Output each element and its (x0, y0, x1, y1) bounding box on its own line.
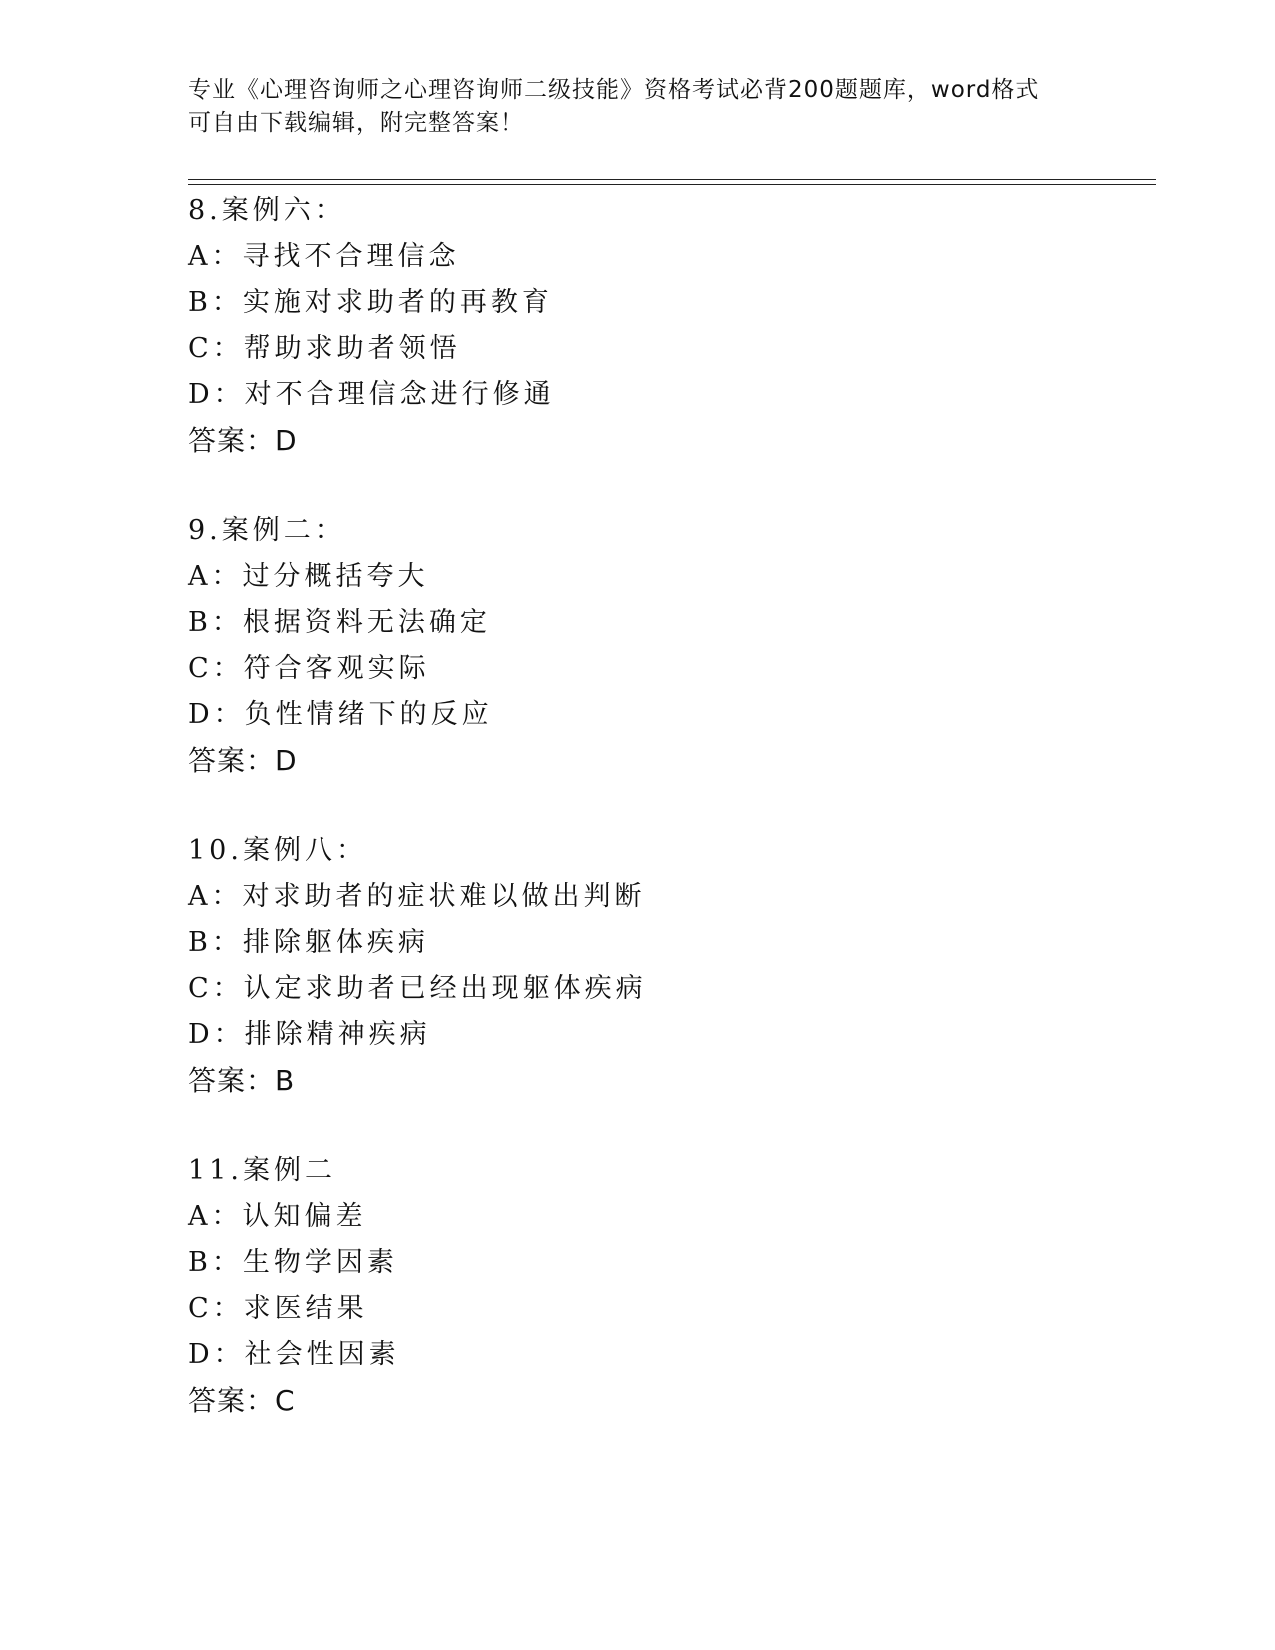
question-stem: 9.案例二： (188, 515, 346, 546)
option-d: D：排除精神疾病 (188, 1019, 431, 1050)
option-a: A：过分概括夸大 (188, 561, 429, 592)
option-d: D：社会性因素 (188, 1339, 400, 1370)
question-9 (188, 508, 1148, 784)
answer: 答案：D (188, 744, 298, 777)
option-a: A：寻找不合理信念 (188, 241, 460, 272)
document-header (188, 74, 1068, 140)
header-line-2: 可自由下载编辑，附完整答案！ (188, 110, 524, 136)
question-8 (188, 188, 1148, 464)
question-stem: 10.案例八： (188, 835, 367, 866)
question-10 (188, 828, 1148, 1104)
header-line-1: 专业《心理咨询师之心理咨询师二级技能》资格考试必背200题题库，word格式 (188, 77, 1040, 103)
option-a: A：认知偏差 (188, 1201, 367, 1232)
question-list (188, 188, 1148, 1468)
option-b: B：排除躯体疾病 (188, 927, 429, 958)
question-11 (188, 1148, 1148, 1424)
option-b: B：根据资料无法确定 (188, 607, 491, 638)
option-c: C：认定求助者已经出现躯体疾病 (188, 973, 647, 1004)
option-c: C：帮助求助者领悟 (188, 333, 461, 364)
option-c: C：符合客观实际 (188, 653, 430, 684)
header-divider-bottom (188, 184, 1156, 185)
option-c: C：求医结果 (188, 1293, 368, 1324)
option-d: D：对不合理信念进行修通 (188, 379, 555, 410)
question-stem: 11.案例二 (188, 1155, 336, 1186)
option-a: A：对求助者的症状难以做出判断 (188, 881, 646, 912)
answer: 答案：B (188, 1064, 296, 1097)
answer: 答案：D (188, 424, 298, 457)
answer: 答案：C (188, 1384, 296, 1417)
question-stem: 8.案例六： (188, 195, 346, 226)
option-d: D：负性情绪下的反应 (188, 699, 493, 730)
option-b: B：生物学因素 (188, 1247, 398, 1278)
header-divider-top (188, 179, 1156, 180)
option-b: B：实施对求助者的再教育 (188, 287, 553, 318)
